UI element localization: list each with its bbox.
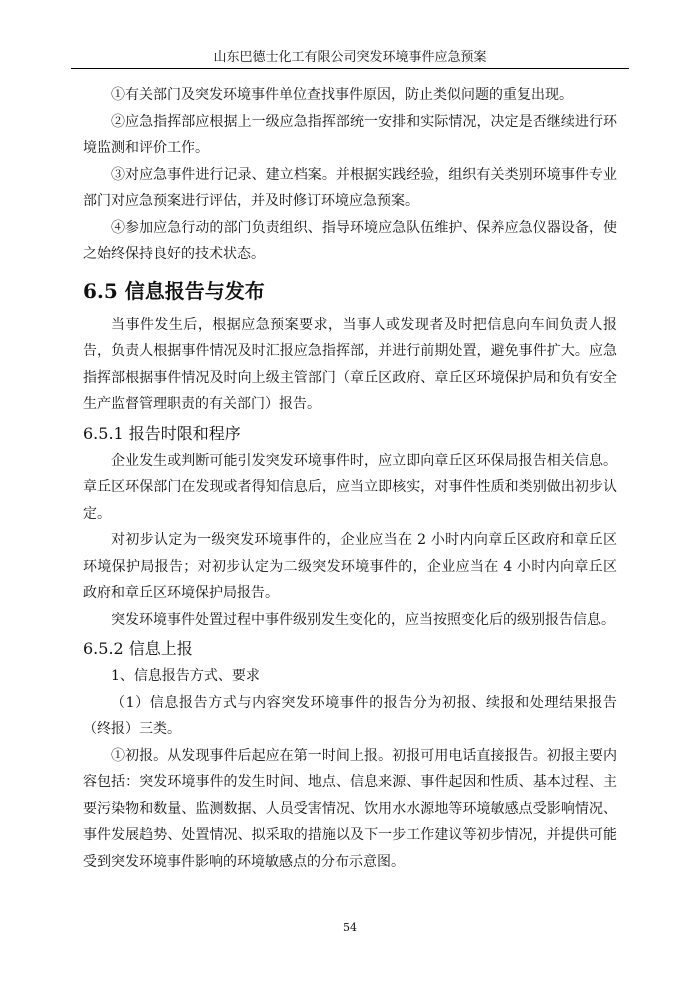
section-heading-6-5: 6.5 信息报告与发布 xyxy=(83,278,265,303)
page-number: 54 xyxy=(343,921,357,934)
page-body xyxy=(83,82,617,875)
paragraph-10: （1）信息报告方式与内容突发环境事件的报告分为初报、续报和处理结果报告（终报）三类。 xyxy=(83,694,617,737)
paragraph-8: 突发环境事件处置过程中事件级别发生变化的，应当按照变化后的级别报告信息。 xyxy=(111,611,615,628)
paragraph-9: 1、信息报告方式、要求 xyxy=(111,668,260,684)
paragraph-2: ②应急指挥部应根据上一级应急指挥部统一安排和实际情况，决定是否继续进行环境监测和评价工作。 xyxy=(83,113,617,156)
paragraph-6: 企业发生或判断可能引发突发环境事件时，应立即向章丘区环保局报告相关信息。章丘区环保部门在发现或者得知信息后，应当立即核实，对事件性质和类别做出初步认定。 xyxy=(83,452,617,522)
paragraph-3: ③对应急事件进行记录、建立档案。并根据实践经验，组织有关类别环境事件专业部门对应急预案进行评估，并及时修订环境应急预案。 xyxy=(83,166,617,209)
paragraph-1: ①有关部门及突发环境事件单位查找事件原因，防止类似问题的重复出现。 xyxy=(111,87,573,103)
section-heading-6-5-1: 6.5.1 报告时限和程序 xyxy=(83,423,241,443)
running-header: 山东巴德士化工有限公司突发环境事件应急预案 xyxy=(213,50,487,65)
paragraph-4: ④参加应急行动的部门负责组织、指导环境应急队伍维护、保养应急仪器设备，使之始终保持良好的技术状态。 xyxy=(83,219,617,262)
header-divider xyxy=(71,68,629,69)
paragraph-11: ①初报。从发现事件后起应在第一时间上报。初报可用电话直接报告。初报主要内容包括：突发环境事件的发生时间、地点、信息来源、事件起因和性质、基本过程、主要污染物和数量、监测数据、人员受害情况、饮用水水源地等环境敏感点受影响情况、事件发展趋势、处置情况、拟采取的措施以及下一步工作建议等初步情况，并提供可能受到突发环境事件影响的环境敏感点的分布示意图。 xyxy=(83,747,617,870)
paragraph-7: 对初步认定为一级突发环境事件的，企业应当在 2 小时内向章丘区政府和章丘区环境保护局报告；对初步认定为二级突发环境事件的，企业应当在 4 小时内向章丘区政府和章丘区环境保护局报告。 xyxy=(83,532,617,601)
paragraph-5: 当事件发生后，根据应急预案要求，当事人或发现者及时把信息向车间负责人报告，负责人根据事件情况及时汇报应急指挥部，并进行前期处置，避免事件扩大。应急指挥部根据事件情况及时向上级主管部门（章丘区政府、章丘区环境保护局和负有安全生产监督管理职责的有关部门）报告。 xyxy=(83,316,617,412)
section-heading-6-5-2: 6.5.2 信息上报 xyxy=(83,639,193,658)
